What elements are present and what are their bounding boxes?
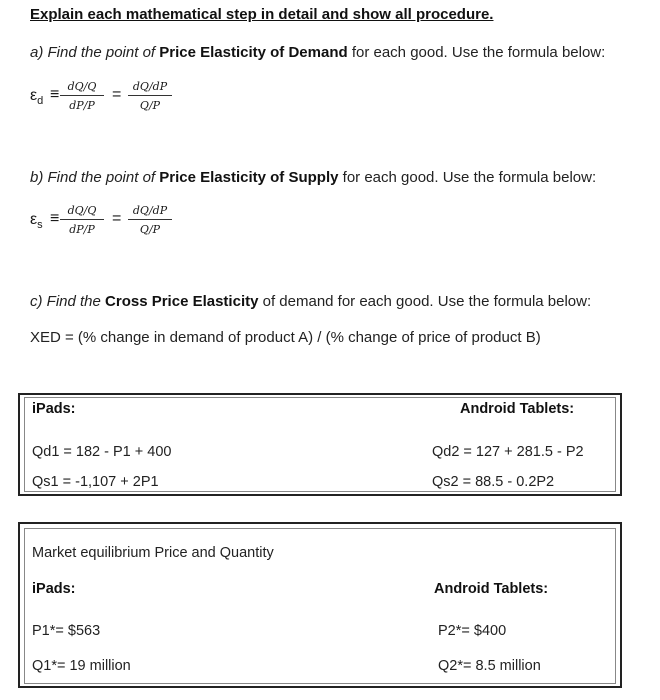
part-b-instruction bbox=[30, 169, 596, 186]
equilibrium-heading: Market equilibrium Price and Quantity bbox=[32, 545, 274, 561]
part-b-prefix: b) Find the point of bbox=[30, 169, 160, 186]
part-a-fraction-1: $\frac{dQ/Q}{dP/P}$ bbox=[60, 80, 104, 112]
part-a-suffix: for each good. Use the formula below: bbox=[347, 44, 606, 61]
part-b-fraction-2: $\frac{dQ/dP}{Q/P}$ bbox=[128, 204, 172, 236]
page-title: Explain each mathematical step in detail and show all procedure. bbox=[30, 6, 494, 23]
android-equilibrium-price: P2*= $400 bbox=[438, 623, 507, 639]
ipads-equilibrium-price: P1*= $563 bbox=[32, 623, 101, 639]
part-b-fraction-1: $\frac{dQ/Q}{dP/P}$ bbox=[60, 204, 104, 236]
part-a-instruction bbox=[30, 44, 605, 61]
eq-android-header: Android Tablets: bbox=[434, 581, 549, 597]
part-c-instruction bbox=[30, 293, 591, 310]
part-c-suffix: of demand for each good. Use the formula below: bbox=[258, 293, 592, 310]
part-a-fraction-2: $\frac{dQ/dP}{Q/P}$ bbox=[128, 80, 172, 112]
ipads-supply-equation: Qs1 = -1,107 + 2P1 bbox=[32, 474, 159, 490]
part-b-equals: = bbox=[112, 210, 122, 227]
part-b-epsilon: $\varepsilon_s$ bbox=[30, 211, 43, 232]
part-b-bold: Price Elasticity of Supply bbox=[159, 169, 339, 186]
part-a-epsilon: $\varepsilon_d$ bbox=[30, 87, 44, 108]
part-a-equiv: ≡ bbox=[50, 86, 60, 103]
ipads-equilibrium-quantity: Q1*= 19 million bbox=[32, 658, 131, 674]
equilibrium-box bbox=[18, 522, 622, 688]
part-c-prefix: c) Find the bbox=[30, 293, 106, 310]
part-c-formula: XED = (% change in demand of product A) / (% change of price of product B) bbox=[30, 329, 541, 346]
android-header: Android Tablets: bbox=[460, 401, 575, 417]
part-a-prefix: a) Find the point of bbox=[30, 44, 160, 61]
ipads-demand-equation: Qd1 = 182 - P1 + 400 bbox=[32, 444, 172, 460]
ipads-header: iPads: bbox=[32, 401, 76, 417]
part-c-bold: Cross Price Elasticity bbox=[105, 293, 259, 310]
part-b-equiv: ≡ bbox=[50, 210, 60, 227]
part-b-suffix: for each good. Use the formula below: bbox=[338, 169, 597, 186]
android-equilibrium-quantity: Q2*= 8.5 million bbox=[438, 658, 541, 674]
eq-ipads-header: iPads: bbox=[32, 581, 76, 597]
android-demand-equation: Qd2 = 127 + 281.5 - P2 bbox=[432, 444, 584, 460]
equations-box bbox=[18, 393, 622, 496]
part-a-bold: Price Elasticity of Demand bbox=[159, 44, 348, 61]
android-supply-equation: Qs2 = 88.5 - 0.2P2 bbox=[432, 474, 555, 490]
part-a-equals: = bbox=[112, 86, 122, 103]
